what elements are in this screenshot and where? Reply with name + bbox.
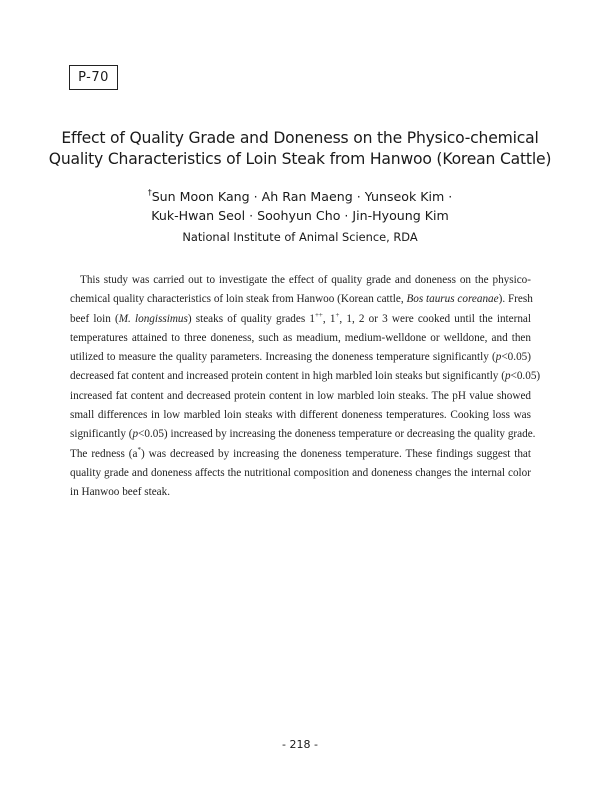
abstract-text: , 1, 2 or 3 were cooked until the internal	[339, 312, 531, 325]
abstract-line: in Hanwoo beef steak.	[70, 486, 171, 499]
abstract-line: small differences in low marbled loin steaks with different doneness temperatures. Cooking loss was	[70, 409, 531, 422]
p-value-symbol: p	[495, 351, 502, 364]
p-value-symbol: p	[132, 428, 139, 441]
abstract-text: decreased fat content and increased protein content in high marbled loin steaks but significantly (	[70, 370, 505, 383]
abstract	[70, 271, 541, 503]
abstract-line	[70, 367, 541, 386]
author-line-1-text: Sun Moon Kang · Ah Ran Maeng · Yunseok Kim ·	[151, 189, 453, 204]
redness-superscript: *	[137, 445, 141, 454]
abstract-text: chemical quality characteristics of loin steak from Hanwoo (Korean cattle,	[70, 293, 407, 306]
abstract-line	[70, 290, 531, 309]
abstract-text: , 1	[322, 312, 336, 325]
abstract-text: utilized to measure the quality parameters. Increasing the doneness temperature significantly (	[70, 351, 496, 364]
grade-superscript: ++	[314, 310, 323, 319]
page-number: - 218 -	[282, 738, 318, 751]
abstract-text: beef loin (	[70, 312, 119, 325]
grade-superscript: +	[335, 310, 340, 319]
abstract-line	[70, 348, 531, 367]
affiliation: National Institute of Animal Science, RDA	[182, 230, 418, 244]
abstract-line: increased fat content and decreased protein content in low marbled loin steaks. The pH value showed	[70, 389, 531, 402]
abstract-text: ) was decreased by increasing the doneness temperature. These findings suggest that	[141, 447, 532, 460]
author-list	[90, 187, 510, 225]
abstract-line	[70, 310, 531, 329]
abstract-line	[70, 445, 531, 464]
author-line-2: Kuk-Hwan Seol · Soohyun Cho · Jin-Hyoung Kim	[151, 208, 449, 223]
abstract-text: significantly (	[70, 428, 133, 441]
abstract-line: temperatures attained to three doneness, such as meadium, medium-welldone or welldone, and then	[70, 331, 531, 344]
abstract-text: <0.05)	[501, 351, 531, 364]
abstract-text: ). Fresh	[498, 293, 533, 306]
abstract-text: <0.05) increased by increasing the doneness temperature or decreasing the quality grade.	[138, 428, 536, 441]
muscle-name: M. longissimus	[118, 312, 188, 325]
abstract-text: ) steaks of quality grades 1	[187, 312, 315, 325]
paper-title	[40, 128, 560, 170]
corresponding-author-marker: †	[147, 188, 152, 197]
title-line-2: Quality Characteristics of Loin Steak from Hanwoo (Korean Cattle)	[48, 150, 552, 168]
author-line-1	[90, 187, 510, 206]
title-line-1: Effect of Quality Grade and Doneness on the Physico-chemical	[61, 129, 539, 147]
p-value-symbol: p	[504, 370, 511, 383]
species-name: Bos taurus coreanae	[406, 293, 499, 306]
abstract-line: This study was carried out to investigate the effect of quality grade and doneness on the physico-	[80, 274, 531, 286]
abstract-text: The redness (a	[70, 447, 138, 460]
poster-code-box: P-70	[69, 65, 118, 90]
abstract-line: quality grade and doneness affects the nutritional composition and doneness changes the internal color	[70, 466, 531, 479]
abstract-line	[70, 425, 536, 444]
abstract-text: <0.05)	[510, 370, 541, 383]
